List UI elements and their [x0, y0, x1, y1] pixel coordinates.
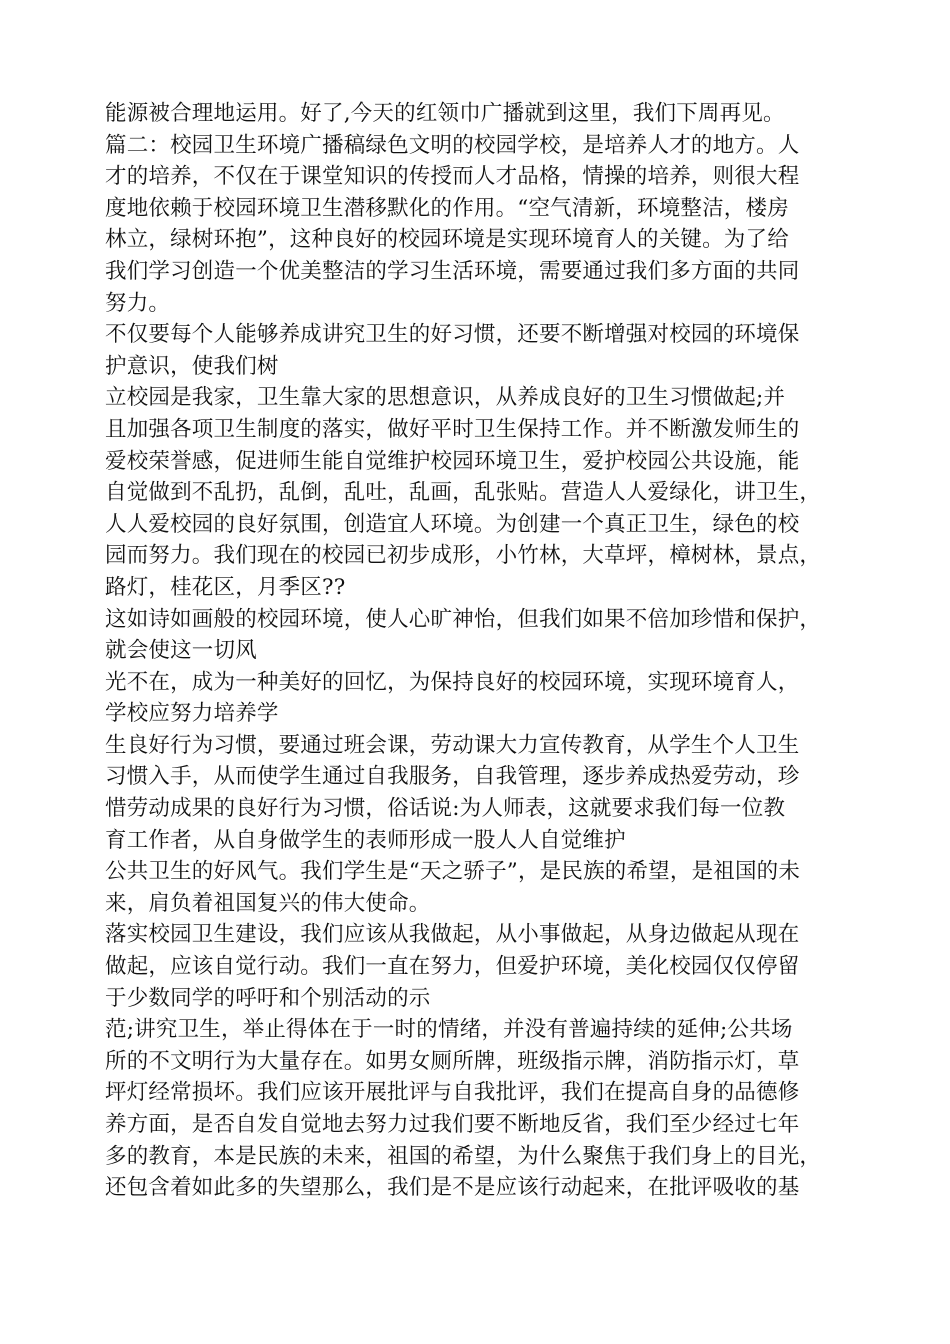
text-line: 公共卫生的好风气。我们学生是“天之骄子”，是民族的希望，是祖国的未: [105, 859, 801, 885]
text-line: 能源被合理地运用。好了,今天的红领巾广播就到这里，我们下周再见。: [105, 101, 785, 126]
text-line: 光不在，成为一种美好的回忆，为保持良好的校园环境，实现环境育人，: [105, 669, 800, 695]
text-line: 于少数同学的呼吁和个别活动的示: [105, 985, 431, 1011]
text-line: 范;讲究卫生，举止得体在于一时的情绪，并没有普遍持续的延伸;公共场: [105, 1017, 793, 1043]
text-line: 做起，应该自觉行动。我们一直在努力，但爱护环境，美化校园仅仅停留: [105, 954, 800, 980]
text-line: 生良好行为习惯，要通过班会课，劳动课大力宣传教育，从学生个人卫生: [105, 732, 800, 758]
text-line: 多的教育，本是民族的未来，祖国的希望，为什么聚焦于我们身上的目光，: [105, 1143, 822, 1169]
text-line: 才的培养，不仅在于课堂知识的传授而人才品格，情操的培养，则很大程: [105, 164, 800, 190]
text-line: 习惯入手，从而使学生通过自我服务，自我管理，逐步养成热爱劳动，珍: [105, 764, 800, 790]
text-line: 度地依赖于校园环境卫生潜移默化的作用。“空气清新，环境整洁，楼房: [105, 195, 789, 221]
text-line: 所的不文明行为大量存在。如男女厕所牌，班级指示牌，消防指示灯，草: [105, 1048, 800, 1074]
text-line: 立校园是我家，卫生靠大家的思想意识，从养成良好的卫生习惯做起;并: [105, 385, 786, 411]
text-line: 护意识，使我们树: [105, 353, 279, 379]
text-line: 人人爱校园的良好氛围，创造宜人环境。为创建一个真正卫生，绿色的校: [105, 511, 800, 537]
text-line: 且加强各项卫生制度的落实，做好平时卫生保持工作。并不断激发师生的: [105, 416, 800, 442]
text-line: 爱校荣誉感，促进师生能自觉维护校园环境卫生，爱护校园公共设施，能: [105, 448, 800, 474]
text-line: 努力。: [105, 290, 171, 316]
text-line: 这如诗如画般的校园环境，使人心旷神怡，但我们如果不倍加珍惜和保护，: [105, 606, 822, 632]
text-line: 我们学习创造一个优美整洁的学习生活环境，需要通过我们多方面的共同: [105, 258, 800, 284]
text-line: 篇二：校园卫生环境广播稿绿色文明的校园学校，是培养人才的地方。人: [105, 132, 800, 158]
text-line: 惜劳动成果的良好行为习惯，俗话说:为人师表，这就要求我们每一位教: [105, 796, 786, 822]
text-line: 学校应努力培养学: [105, 701, 279, 727]
text-line: 自觉做到不乱扔，乱倒，乱吐，乱画，乱张贴。营造人人爱绿化，讲卫生，: [105, 480, 822, 506]
text-line: 来，肩负着祖国复兴的伟大使命。: [105, 890, 431, 916]
text-line: 落实校园卫生建设，我们应该从我做起，从小事做起，从身边做起从现在: [105, 922, 800, 948]
document-body: [105, 98, 865, 1204]
text-line: 养方面，是否自发自觉地去努力过我们要不断地反省，我们至少经过七年: [105, 1112, 800, 1137]
text-line: 育工作者，从自身做学生的表师形成一股人人自觉维护: [105, 827, 626, 853]
text-line: 路灯，桂花区，月季区??: [105, 574, 346, 600]
text-line: 就会使这一切风: [105, 638, 257, 664]
text-line: 还包含着如此多的失望那么，我们是不是应该行动起来，在批评吸收的基: [105, 1175, 800, 1201]
text-line: 坪灯经常损坏。我们应该开展批评与自我批评，我们在提高自身的品德修: [105, 1080, 800, 1106]
text-line: 不仅要每个人能够养成讲究卫生的好习惯，还要不断增强对校园的环境保: [105, 322, 800, 348]
text-line: 园而努力。我们现在的校园已初步成形，小竹林，大草坪，樟树林，景点，: [105, 543, 822, 569]
text-line: 林立，绿树环抱”，这种良好的校园环境是实现环境育人的关键。为了给: [105, 227, 789, 253]
